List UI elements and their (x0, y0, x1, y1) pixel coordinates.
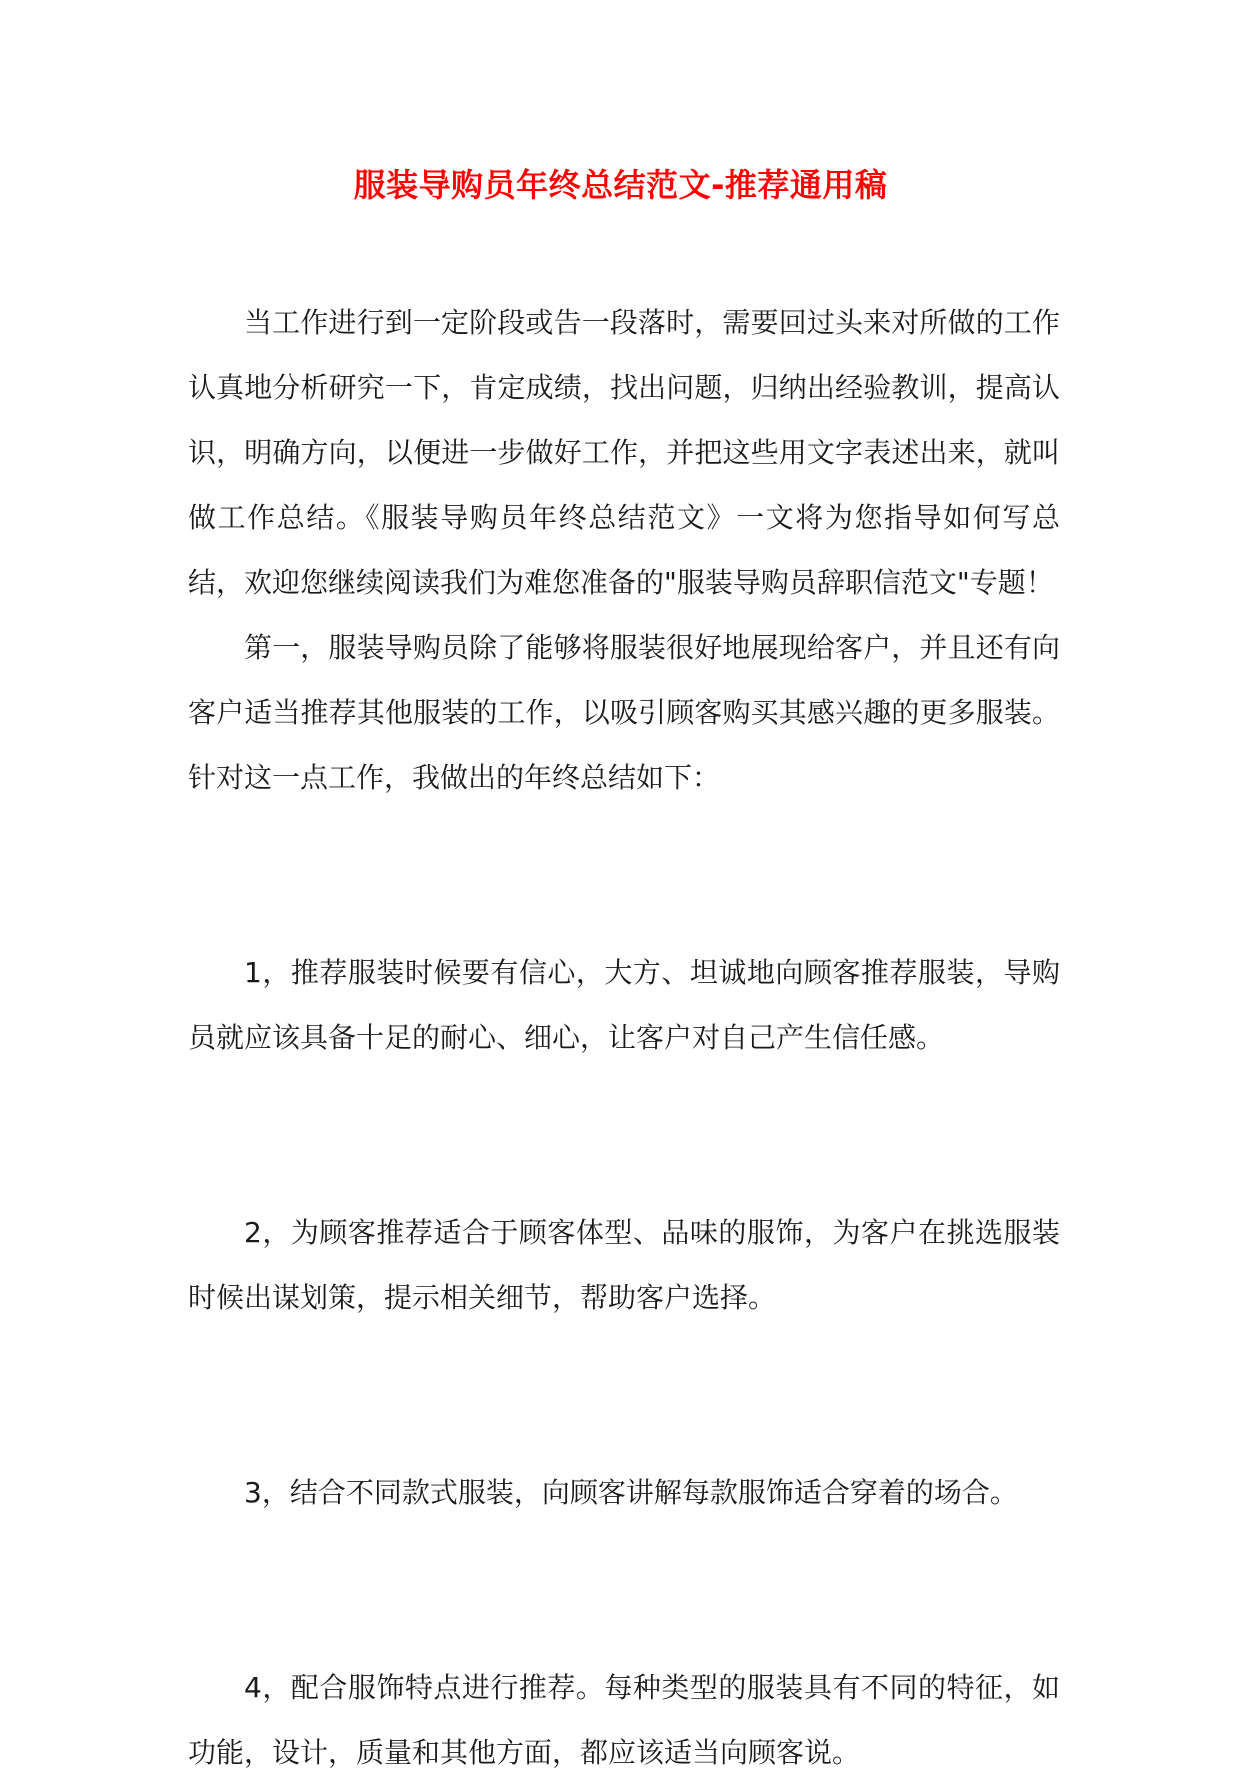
list-item-2: 2，为顾客推荐适合于顾客体型、品味的服饰，为客户在挑选服装时候出谋划策，提示相关细节，帮助客户选择。 (188, 1216, 1060, 1314)
intro-paragraph: 当工作进行到一定阶段或告一段落时，需要回过头来对所做的工作认真地分析研究一下，肯定成绩，找出问题，归纳出经验教训，提高认识，明确方向，以便进一步做好工作，并把这些用文字表述出来，就叫做工作总结。《服装导购员年终总结范文》一文将为您指导如何写总结，欢迎您继续阅读我们为难您准备的"服装导购员辞职信范文"专题！ (188, 306, 1060, 599)
list-item-1: 1，推荐服装时候要有信心，大方、坦诚地向顾客推荐服装，导购员就应该具备十足的耐心、细心，让客户对自己产生信任感。 (188, 956, 1060, 1054)
list-item-3: 3，结合不同款式服装，向顾客讲解每款服饰适合穿着的场合。 (244, 1476, 1018, 1509)
first-point-paragraph: 第一，服装导购员除了能够将服装很好地展现给客户，并且还有向客户适当推荐其他服装的工作，以吸引顾客购买其感兴趣的更多服装。针对这一点工作，我做出的年终总结如下： (188, 631, 1060, 794)
list-item-4: 4，配合服饰特点进行推荐。每种类型的服装具有不同的特征，如功能，设计，质量和其他方面，都应该适当向顾客说。 (188, 1671, 1060, 1769)
document-body (188, 290, 1060, 1785)
document-title: 服装导购员年终总结范文-推荐通用稿 (353, 166, 888, 204)
